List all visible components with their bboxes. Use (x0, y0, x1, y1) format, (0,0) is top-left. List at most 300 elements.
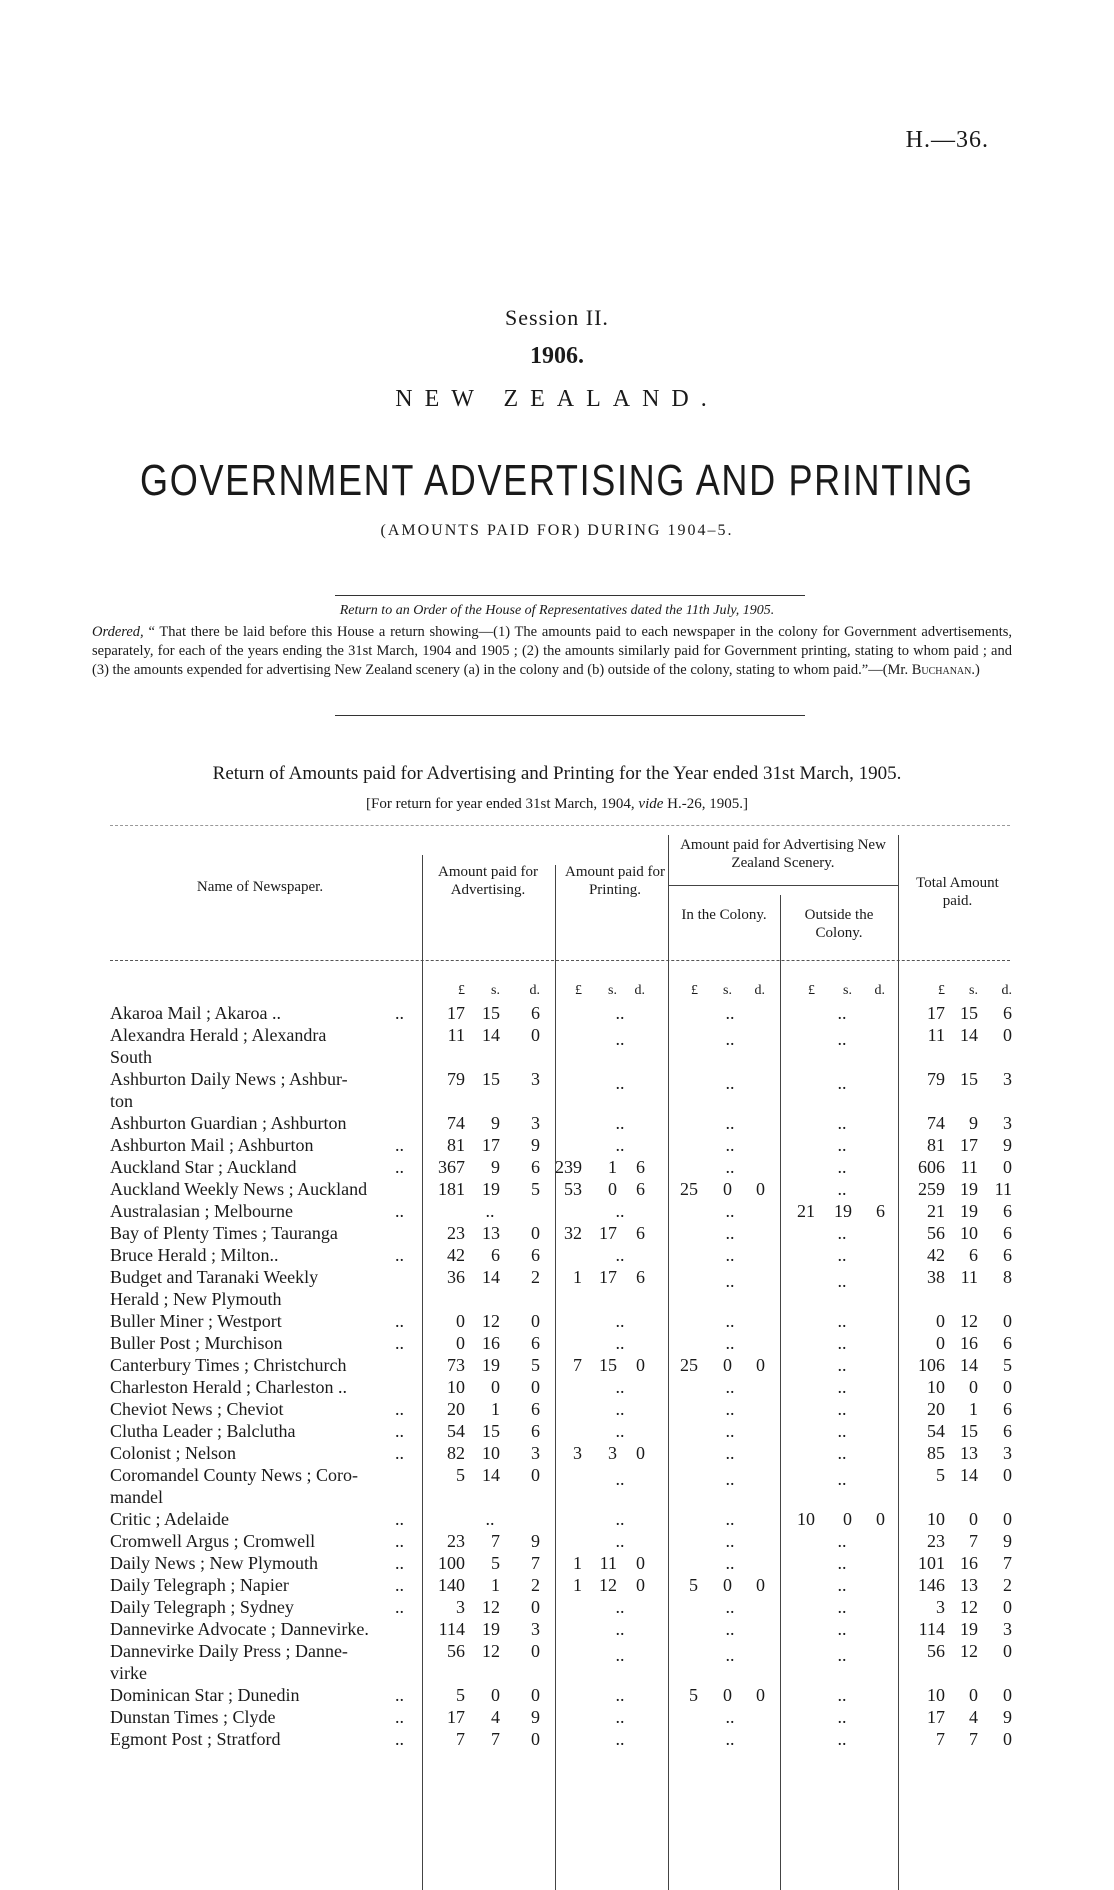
inc-shillings: 0 (723, 1685, 732, 1705)
tot-shillings: 12 (960, 1641, 978, 1661)
return-order-line: Return to an Order of the House of Representatives dated the 11th July, 1905. (339, 603, 775, 618)
out-pence: 0 (876, 1509, 885, 1529)
table-subtitle-vide: vide (638, 796, 664, 812)
out-shillings: 0 (843, 1509, 852, 1529)
table-row (0, 1157, 1114, 1179)
tot-pounds: 79 (927, 1069, 945, 1089)
tot-pence: 9 (1003, 1707, 1012, 1727)
tot-shillings: 17 (960, 1135, 978, 1155)
tot-pounds: 17 (927, 1707, 945, 1727)
table-top-rule (110, 825, 1010, 826)
newspaper-name-continued: virke (110, 1663, 147, 1683)
tot-pounds: 56 (927, 1223, 945, 1243)
tot-shillings: 15 (960, 1003, 978, 1023)
tot-pence: 2 (1003, 1575, 1012, 1595)
tot-pence: 6 (1003, 1421, 1012, 1441)
inc-pence: 0 (756, 1355, 765, 1375)
table-row (0, 1531, 1114, 1553)
out-empty: .. (837, 1223, 847, 1243)
prt-pence: 0 (636, 1443, 645, 1463)
tot-pounds: 10 (927, 1377, 945, 1397)
adv-pence: 6 (531, 1421, 540, 1441)
leader-dots: .. (395, 1531, 404, 1551)
out-empty: .. (837, 1399, 847, 1419)
prt-empty: .. (615, 1531, 625, 1551)
leader-dots: .. (395, 1157, 404, 1177)
leader-dots: .. (395, 1553, 404, 1573)
prt-pounds: 239 (555, 1157, 582, 1177)
adv-pounds: 7 (456, 1729, 465, 1749)
newspaper-name: Dominican Star ; Dunedin (110, 1685, 300, 1705)
prt-shillings: 17 (599, 1223, 617, 1243)
tot-shillings: 0 (969, 1685, 978, 1705)
table-row (0, 1619, 1114, 1641)
leader-dots: .. (395, 1509, 404, 1529)
adv-pence: 3 (531, 1113, 540, 1133)
prt-pence: 0 (636, 1553, 645, 1573)
unit-shillings: s. (843, 983, 852, 998)
header-printing: Amount paid for Printing. (565, 864, 665, 898)
out-empty: .. (837, 1729, 847, 1749)
inc-empty: .. (725, 1553, 735, 1573)
inc-empty: .. (725, 1645, 735, 1665)
header-bottom-rule (110, 960, 1010, 961)
prt-pence: 6 (636, 1179, 645, 1199)
newspaper-name: Dannevirke Advocate ; Dannevirke. (110, 1619, 369, 1639)
table-row (0, 1377, 1114, 1399)
inc-empty: .. (725, 1377, 735, 1397)
out-empty: .. (837, 1575, 847, 1595)
adv-shillings: 19 (482, 1619, 500, 1639)
prt-pence: 6 (636, 1157, 645, 1177)
tot-pence: 9 (1003, 1531, 1012, 1551)
unit-shillings: s. (491, 983, 500, 998)
inc-empty: .. (725, 1443, 735, 1463)
tot-shillings: 19 (960, 1179, 978, 1199)
adv-pounds: 42 (447, 1245, 465, 1265)
tot-pounds: 54 (927, 1421, 945, 1441)
adv-pence: 0 (531, 1641, 540, 1661)
table-row (0, 1201, 1114, 1223)
adv-pounds: 5 (456, 1465, 465, 1485)
out-empty: .. (837, 1135, 847, 1155)
prt-pounds: 1 (573, 1267, 582, 1287)
prt-shillings: 15 (599, 1355, 617, 1375)
table-row (0, 1575, 1114, 1597)
adv-shillings: 12 (482, 1641, 500, 1661)
inc-pounds: 25 (680, 1355, 698, 1375)
inc-pounds: 25 (680, 1179, 698, 1199)
tot-pounds: 606 (918, 1157, 945, 1177)
header-name: Name of Newspaper. (196, 879, 324, 895)
adv-shillings: 7 (491, 1531, 500, 1551)
table-subtitle-b: H.-26, 1905.] (663, 796, 748, 812)
tot-pence: 3 (1003, 1069, 1012, 1089)
adv-pounds: 17 (447, 1003, 465, 1023)
prt-empty: .. (615, 1729, 625, 1749)
tot-pounds: 106 (918, 1355, 945, 1375)
unit-pence: d. (754, 983, 765, 998)
header-scenery-rule (668, 885, 898, 886)
tot-pence: 3 (1003, 1443, 1012, 1463)
adv-pence: 0 (531, 1597, 540, 1617)
adv-pence: 3 (531, 1619, 540, 1639)
out-empty: .. (837, 1157, 847, 1177)
prt-empty: .. (615, 1597, 625, 1617)
out-empty: .. (837, 1113, 847, 1133)
tot-pounds: 85 (927, 1443, 945, 1463)
adv-pounds: 367 (438, 1157, 465, 1177)
adv-pounds: 0 (456, 1311, 465, 1331)
adv-pence: 0 (531, 1311, 540, 1331)
newspaper-name: Buller Post ; Murchison (110, 1333, 283, 1353)
ordered-paragraph (92, 623, 1012, 680)
out-empty: .. (837, 1073, 847, 1093)
tot-pence: 0 (1003, 1509, 1012, 1529)
inc-shillings: 0 (723, 1575, 732, 1595)
prt-empty: .. (615, 1509, 625, 1529)
tot-pounds: 21 (927, 1201, 945, 1221)
prt-empty: .. (615, 1333, 625, 1353)
inc-empty: .. (725, 1469, 735, 1489)
adv-shillings: 7 (491, 1729, 500, 1749)
prt-pounds: 1 (573, 1575, 582, 1595)
tot-pounds: 3 (936, 1597, 945, 1617)
tot-shillings: 7 (969, 1531, 978, 1551)
inc-empty: .. (725, 1597, 735, 1617)
table-row (0, 1135, 1114, 1157)
tot-shillings: 9 (969, 1113, 978, 1133)
units-row (0, 983, 1114, 1003)
adv-pence: 3 (531, 1069, 540, 1089)
tot-shillings: 11 (960, 1267, 978, 1287)
tot-pence: 6 (1003, 1223, 1012, 1243)
adv-pence: 6 (531, 1245, 540, 1265)
tot-shillings: 16 (960, 1333, 978, 1353)
prt-shillings: 12 (599, 1575, 617, 1595)
adv-shillings: 9 (491, 1157, 500, 1177)
adv-pounds: 79 (447, 1069, 465, 1089)
tot-pence: 0 (1003, 1157, 1012, 1177)
unit-shillings: s. (723, 983, 732, 998)
out-pounds: 21 (797, 1201, 815, 1221)
unit-pounds: £ (458, 983, 465, 998)
adv-pence: 6 (531, 1003, 540, 1023)
prt-shillings: 1 (608, 1157, 617, 1177)
newspaper-name: Ashburton Mail ; Ashburton (110, 1135, 314, 1155)
inc-empty: .. (725, 1729, 735, 1749)
tot-pence: 8 (1003, 1267, 1012, 1287)
adv-pounds: 20 (447, 1399, 465, 1419)
table-row (0, 1179, 1114, 1201)
adv-shillings: 14 (482, 1025, 500, 1045)
inc-empty: .. (725, 1073, 735, 1093)
tot-pence: 11 (994, 1179, 1012, 1199)
newspaper-name: Clutha Leader ; Balclutha (110, 1421, 296, 1441)
adv-shillings: 14 (482, 1267, 500, 1287)
tot-shillings: 14 (960, 1465, 978, 1485)
tot-pounds: 5 (936, 1465, 945, 1485)
inc-empty: .. (725, 1531, 735, 1551)
prt-shillings: 11 (599, 1553, 617, 1573)
newspaper-name: Dannevirke Daily Press ; Danne- (110, 1641, 348, 1661)
tot-pounds: 114 (918, 1619, 945, 1639)
inc-empty: .. (725, 1619, 735, 1639)
prt-empty: .. (615, 1201, 625, 1221)
table-row (0, 1421, 1114, 1443)
tot-pounds: 0 (936, 1333, 945, 1353)
prt-empty: .. (615, 1469, 625, 1489)
header-advertising: Amount paid for Advertising. (438, 864, 538, 898)
header-in-colony: In the Colony. (681, 907, 767, 923)
newspaper-name: Daily Telegraph ; Sydney (110, 1597, 294, 1617)
inc-pounds: 5 (689, 1575, 698, 1595)
adv-shillings: 1 (491, 1575, 500, 1595)
leader-dots: .. (395, 1311, 404, 1331)
adv-pence: 2 (531, 1267, 540, 1287)
adv-shillings: 12 (482, 1311, 500, 1331)
inc-pence: 0 (756, 1179, 765, 1199)
prt-empty: .. (615, 1003, 625, 1023)
out-pence: 6 (876, 1201, 885, 1221)
tot-pounds: 10 (927, 1685, 945, 1705)
adv-pounds: 3 (456, 1597, 465, 1617)
tot-pounds: 42 (927, 1245, 945, 1265)
newspaper-name: Canterbury Times ; Christchurch (110, 1355, 347, 1375)
leader-dots: .. (395, 1003, 404, 1023)
inc-pence: 0 (756, 1575, 765, 1595)
table-row (0, 1355, 1114, 1377)
tot-shillings: 11 (960, 1157, 978, 1177)
adv-pence: 0 (531, 1223, 540, 1243)
adv-pence: 0 (531, 1377, 540, 1397)
inc-pence: 0 (756, 1685, 765, 1705)
newspaper-name: Coromandel County News ; Coro- (110, 1465, 358, 1485)
tot-shillings: 13 (960, 1575, 978, 1595)
out-empty: .. (837, 1531, 847, 1551)
tot-shillings: 19 (960, 1201, 978, 1221)
adv-shillings: 19 (482, 1179, 500, 1199)
tot-pounds: 0 (936, 1311, 945, 1331)
newspaper-name: Egmont Post ; Stratford (110, 1729, 281, 1749)
table-row (0, 1685, 1114, 1707)
adv-pounds: 36 (447, 1267, 465, 1287)
newspaper-name-continued: ton (110, 1091, 134, 1111)
tot-shillings: 7 (969, 1729, 978, 1749)
tot-shillings: 12 (960, 1311, 978, 1331)
ordered-lead: Ordered, (92, 624, 144, 640)
tot-pounds: 38 (927, 1267, 945, 1287)
inc-empty: .. (725, 1421, 735, 1441)
adv-pence: 6 (531, 1157, 540, 1177)
inc-shillings: 0 (723, 1179, 732, 1199)
newspaper-name: Bay of Plenty Times ; Tauranga (110, 1223, 338, 1243)
unit-shillings: s. (969, 983, 978, 998)
leader-dots: .. (395, 1135, 404, 1155)
adv-pence: 0 (531, 1025, 540, 1045)
adv-shillings: 9 (491, 1113, 500, 1133)
adv-pence: 6 (531, 1333, 540, 1353)
document-subtitle: (AMOUNTS PAID FOR) DURING 1904–5. (380, 522, 734, 539)
table-row (0, 1729, 1114, 1751)
leader-dots: .. (395, 1707, 404, 1727)
adv-pounds: 114 (438, 1619, 465, 1639)
unit-pounds: £ (691, 983, 698, 998)
tot-shillings: 16 (960, 1553, 978, 1573)
divider-bottom (335, 715, 805, 716)
tot-pence: 6 (1003, 1245, 1012, 1265)
unit-pounds: £ (808, 983, 815, 998)
adv-pounds: 5 (456, 1685, 465, 1705)
newspaper-name: Critic ; Adelaide (110, 1509, 229, 1529)
newspaper-name: Daily Telegraph ; Napier (110, 1575, 289, 1595)
inc-empty: .. (725, 1399, 735, 1419)
inc-empty: .. (725, 1311, 735, 1331)
session-label: Session II. (505, 305, 609, 330)
tot-pence: 0 (1003, 1641, 1012, 1661)
table-row (0, 1311, 1114, 1333)
tot-pence: 0 (1003, 1685, 1012, 1705)
adv-shillings: 1 (491, 1399, 500, 1419)
table-row (0, 1003, 1114, 1025)
prt-empty: .. (615, 1645, 625, 1665)
tot-pence: 3 (1003, 1113, 1012, 1133)
out-empty: .. (837, 1685, 847, 1705)
out-empty: .. (837, 1707, 847, 1727)
adv-pence: 0 (531, 1465, 540, 1485)
tot-pence: 3 (1003, 1619, 1012, 1639)
newspaper-name: Akaroa Mail ; Akaroa .. (110, 1003, 281, 1023)
prt-empty: .. (615, 1377, 625, 1397)
tot-pounds: 17 (927, 1003, 945, 1023)
table-row (0, 1509, 1114, 1531)
newspaper-name: Cheviot News ; Cheviot (110, 1399, 284, 1419)
adv-pence: 2 (531, 1575, 540, 1595)
table-row (0, 1553, 1114, 1575)
leader-dots: .. (395, 1685, 404, 1705)
prt-empty: .. (615, 1245, 625, 1265)
out-empty: .. (837, 1271, 847, 1291)
unit-pounds: £ (938, 983, 945, 998)
table-row (0, 1597, 1114, 1619)
adv-shillings: 13 (482, 1223, 500, 1243)
newspaper-name: Buller Miner ; Westport (110, 1311, 282, 1331)
adv-pence: 9 (531, 1531, 540, 1551)
prt-pounds: 3 (573, 1443, 582, 1463)
prt-empty: .. (615, 1073, 625, 1093)
tot-pence: 5 (1003, 1355, 1012, 1375)
tot-pence: 0 (1003, 1465, 1012, 1485)
out-empty: .. (837, 1553, 847, 1573)
page-number: H.—36. (905, 127, 989, 153)
adv-pence: 0 (531, 1685, 540, 1705)
out-empty: .. (837, 1597, 847, 1617)
ordered-text: “ That there be laid before this House a return showing—(1) The amounts paid to each newspaper in the colony for Government advertisements, separately, for each of the years ending the 31st March, 1904 and 1905 ; (2) the amounts similarly paid for Government printing, stating to whom paid ; and (3) the amounts expended for advertising New Zealand scenery (a) in the colony and (b) outside of the colony, stating to whom paid.”—(Mr. (92, 624, 1012, 678)
out-empty: .. (837, 1311, 847, 1331)
country-label: NEW ZEALAND. (395, 386, 719, 412)
newspaper-name: Cromwell Argus ; Cromwell (110, 1531, 316, 1551)
adv-pence: 6 (531, 1399, 540, 1419)
adv-shillings: 12 (482, 1597, 500, 1617)
inc-empty: .. (725, 1113, 735, 1133)
tot-pence: 6 (1003, 1399, 1012, 1419)
newspaper-name: Bruce Herald ; Milton.. (110, 1245, 279, 1265)
out-empty: .. (837, 1619, 847, 1639)
newspaper-name: Ashburton Daily News ; Ashbur- (110, 1069, 348, 1089)
inc-shillings: 0 (723, 1355, 732, 1375)
divider-top (335, 595, 805, 596)
adv-pence: 7 (531, 1553, 540, 1573)
tot-shillings: 0 (969, 1509, 978, 1529)
tot-shillings: 14 (960, 1355, 978, 1375)
tot-pence: 6 (1003, 1201, 1012, 1221)
inc-empty: .. (725, 1029, 735, 1049)
adv-pounds: 100 (438, 1553, 465, 1573)
prt-pence: 6 (636, 1223, 645, 1243)
tot-pence: 7 (1003, 1553, 1012, 1573)
adv-pence: 9 (531, 1707, 540, 1727)
out-empty: .. (837, 1355, 847, 1375)
year-label: 1906. (530, 343, 584, 369)
tot-shillings: 10 (960, 1223, 978, 1243)
adv-pounds: 181 (438, 1179, 465, 1199)
out-empty: .. (837, 1443, 847, 1463)
adv-shillings: 14 (482, 1465, 500, 1485)
leader-dots: .. (395, 1597, 404, 1617)
adv-pounds: 17 (447, 1707, 465, 1727)
newspaper-name: Auckland Star ; Auckland (110, 1157, 297, 1177)
prt-empty: .. (615, 1135, 625, 1155)
adv-shillings: 17 (482, 1135, 500, 1155)
inc-empty: .. (725, 1157, 735, 1177)
table-row (0, 1707, 1114, 1729)
adv-pounds: 73 (447, 1355, 465, 1375)
table-row (0, 1069, 1114, 1111)
prt-empty: .. (615, 1311, 625, 1331)
tot-shillings: 13 (960, 1443, 978, 1463)
table-row (0, 1113, 1114, 1135)
prt-pounds: 32 (564, 1223, 582, 1243)
header-scenery: Amount paid for Advertising New Zealand Scenery. (680, 837, 886, 871)
adv-shillings: 6 (491, 1245, 500, 1265)
tot-shillings: 15 (960, 1421, 978, 1441)
table-row (0, 1443, 1114, 1465)
out-empty: .. (837, 1421, 847, 1441)
newspaper-name-continued: mandel (110, 1487, 163, 1507)
tot-shillings: 0 (969, 1377, 978, 1397)
prt-empty: .. (615, 1707, 625, 1727)
newspaper-name: Charleston Herald ; Charleston .. (110, 1377, 347, 1397)
adv-pence: 5 (531, 1355, 540, 1375)
prt-empty: .. (615, 1421, 625, 1441)
prt-pounds: 1 (573, 1553, 582, 1573)
leader-dots: .. (395, 1421, 404, 1441)
adv-pounds: 140 (438, 1575, 465, 1595)
ordered-member: Buchanan (911, 662, 972, 678)
adv-shillings: 16 (482, 1333, 500, 1353)
adv-pounds: 56 (447, 1641, 465, 1661)
tot-shillings: 6 (969, 1245, 978, 1265)
out-empty: .. (837, 1029, 847, 1049)
header-total: Total Amount paid. (916, 875, 999, 909)
tot-pounds: 74 (927, 1113, 945, 1133)
newspaper-name: Alexandra Herald ; Alexandra (110, 1025, 327, 1045)
out-empty: .. (837, 1377, 847, 1397)
prt-pounds: 7 (573, 1355, 582, 1375)
inc-pounds: 5 (689, 1685, 698, 1705)
adv-pence: 9 (531, 1135, 540, 1155)
prt-empty: .. (615, 1113, 625, 1133)
